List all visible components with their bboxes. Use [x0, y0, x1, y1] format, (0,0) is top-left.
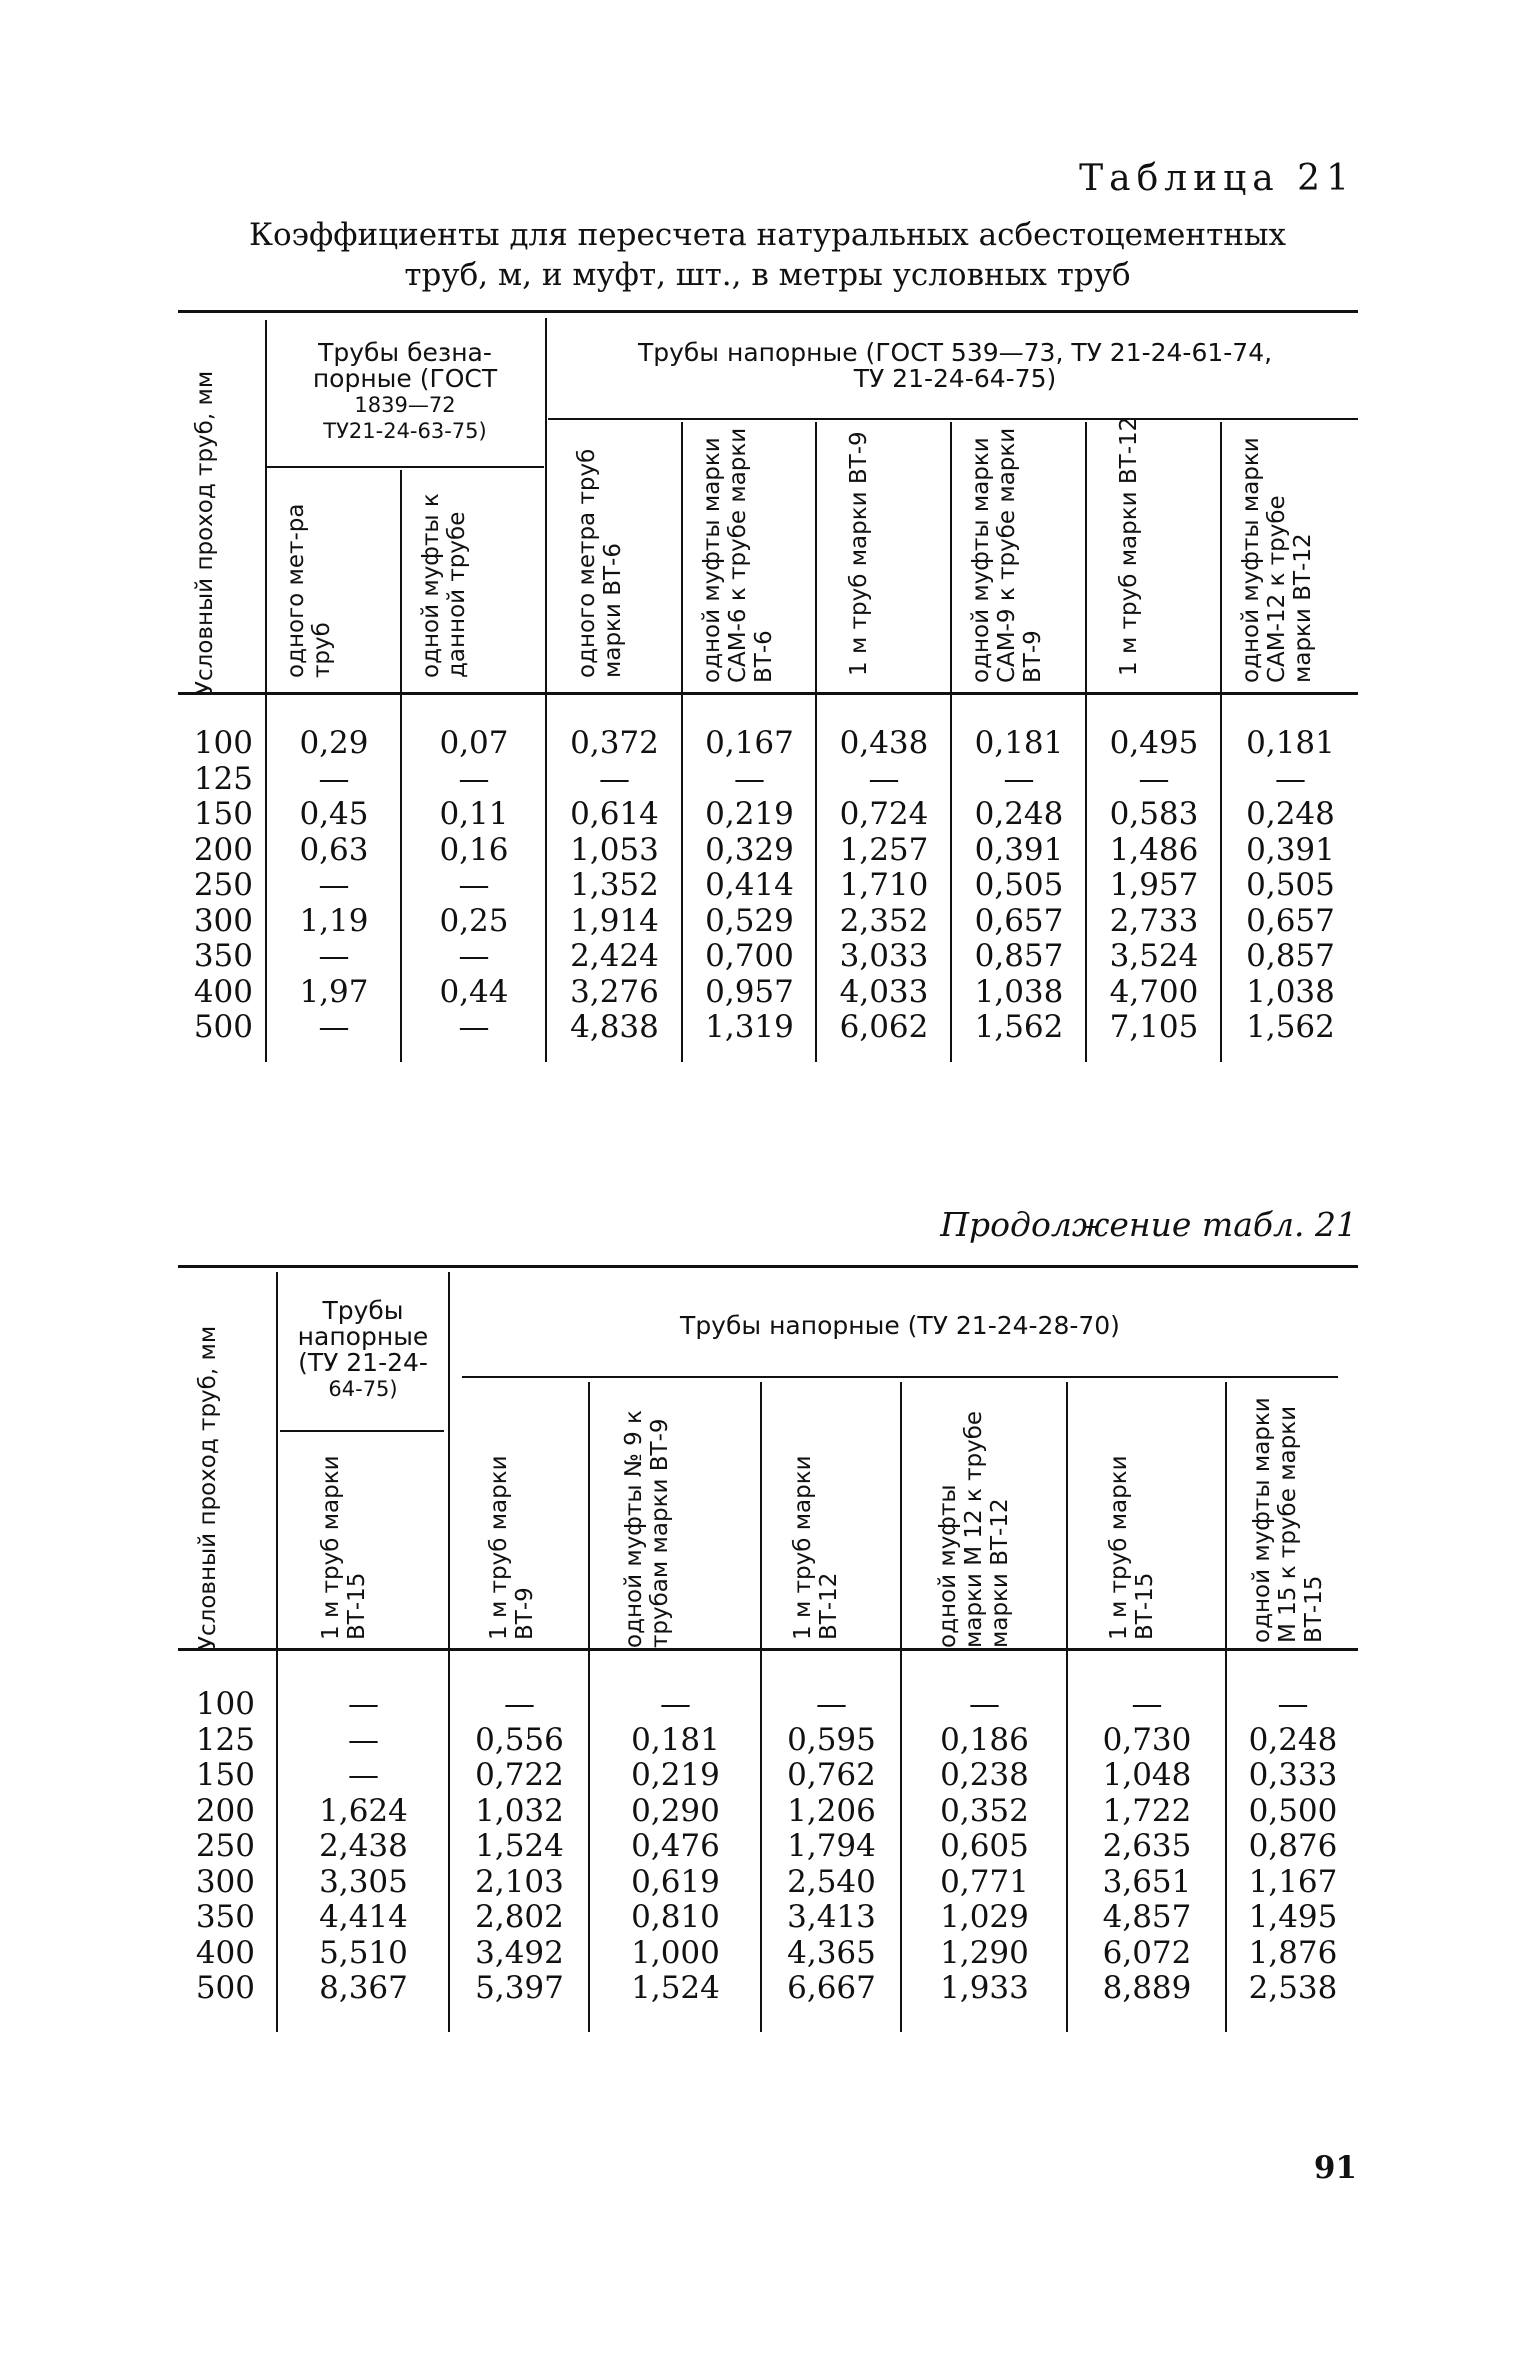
table-cell: — — [318, 760, 350, 797]
table-cell: 8,889 — [1102, 1970, 1192, 2006]
table1-header-rule — [178, 692, 1358, 695]
table-cell: 0,391 — [1246, 831, 1335, 868]
table1-top-rule — [178, 310, 1358, 313]
table-cell: — — [1275, 760, 1306, 797]
table-cell: 3,413 — [787, 1899, 876, 1935]
table1-column-7 — [1088, 726, 1220, 1046]
header-line: Трубы — [322, 1296, 404, 1325]
table-cell: 1,524 — [631, 1970, 720, 2006]
header-line: (ТУ 21-24- — [298, 1348, 428, 1377]
table-cell: 1,624 — [319, 1792, 408, 1829]
table1-vrule — [681, 422, 683, 1062]
table-cell: 3,276 — [570, 973, 659, 1010]
table2-top-rule — [178, 1265, 1358, 1268]
table-cell: — — [458, 760, 490, 797]
table-cell: 500 — [195, 1970, 255, 2006]
table-caption — [160, 215, 1375, 295]
table1-subheader-6: одной муфты марки САМ-9 к трубе марки ВТ-9 — [968, 427, 1046, 683]
table-cell: 0,619 — [631, 1863, 720, 1900]
table-cell: 0,476 — [631, 1828, 720, 1864]
table2-column-6 — [1069, 1687, 1225, 2007]
table1-group2-header — [560, 340, 1350, 392]
table-cell: 1,029 — [940, 1899, 1029, 1935]
header-line: 1839—72 — [354, 393, 456, 417]
table-cell: 0,44 — [439, 973, 509, 1010]
table2-header-rule — [178, 1648, 1358, 1651]
table-cell: 5,397 — [475, 1970, 564, 2006]
table1-vrule — [1085, 422, 1087, 1062]
table-cell: 125 — [195, 1721, 255, 1758]
table-cell: 0,238 — [940, 1757, 1029, 1793]
table2-subheader-1: 1 м труб марки ВТ-15 — [318, 1455, 370, 1640]
table-cell: 1,794 — [787, 1828, 876, 1864]
table-cell: 1,038 — [1246, 973, 1335, 1010]
table-cell: — — [458, 938, 490, 974]
table-cell: 0,329 — [705, 831, 794, 868]
table1-vrule — [950, 422, 952, 1062]
table-cell: — — [348, 1686, 379, 1722]
table-cell: 300 — [195, 1863, 255, 1900]
header-line: Трубы безна- — [318, 338, 492, 367]
table-cell: — — [348, 1757, 379, 1793]
table2-vrule — [588, 1382, 590, 2032]
table-cell: 0,186 — [940, 1721, 1029, 1758]
table-cell: 1,352 — [570, 867, 659, 903]
table-cell: 3,305 — [319, 1863, 408, 1900]
table2-vrule — [760, 1382, 762, 2032]
table2-column-4 — [763, 1687, 900, 2007]
table-cell: — — [660, 1686, 691, 1722]
table-cell: 1,319 — [705, 1009, 794, 1045]
table-cell: 200 — [193, 831, 253, 868]
table-cell: 0,219 — [705, 796, 794, 832]
table-cell: 1,710 — [839, 867, 929, 903]
table-cell: 0,500 — [1248, 1792, 1338, 1829]
table2-vrule — [276, 1272, 278, 2032]
table-cell: 300 — [193, 902, 253, 939]
table-cell: 0,219 — [631, 1757, 720, 1793]
table-cell: 0,29 — [299, 725, 369, 761]
table1-vrule — [400, 470, 402, 1062]
table-cell: 1,032 — [475, 1792, 564, 1829]
table-cell: 1,257 — [839, 831, 929, 868]
table-cell: 1,562 — [1246, 1009, 1335, 1045]
table1-vrule — [545, 318, 547, 1062]
table-cell: 5,510 — [319, 1934, 408, 1971]
table1-column-8 — [1223, 726, 1358, 1046]
table2-vrule — [1225, 1382, 1227, 2032]
table-cell: 3,524 — [1109, 938, 1199, 974]
table1-diameter-column — [185, 726, 253, 1046]
table2-subheader-4: 1 м труб марки ВТ-12 — [790, 1455, 842, 1640]
table-cell: 0,63 — [299, 831, 369, 868]
table-cell: 0,438 — [839, 725, 929, 761]
table-cell: 1,914 — [570, 902, 659, 939]
table-cell: 0,762 — [787, 1757, 876, 1793]
table-cell: 0,605 — [940, 1828, 1029, 1864]
table-cell: 2,540 — [787, 1863, 876, 1900]
table2-vrule — [1066, 1382, 1068, 2032]
table-cell: 0,181 — [1246, 725, 1335, 761]
page-number: 91 — [1313, 2150, 1357, 2186]
table2-group1-rule — [280, 1430, 444, 1432]
table2-column-2 — [451, 1687, 588, 2007]
table-cell: 1,290 — [940, 1934, 1029, 1971]
table1-column-3 — [548, 726, 681, 1046]
table2-subheader-3: одной муфты № 9 к трубам марки ВТ-9 — [621, 1410, 673, 1648]
table-cell: 0,45 — [299, 796, 369, 832]
table2-diameter-header: Условный проход труб, мм — [195, 1325, 221, 1650]
table-cell: — — [1138, 760, 1170, 797]
table-cell: 0,333 — [1248, 1757, 1338, 1793]
table-cell: 0,181 — [974, 725, 1064, 761]
table1-column-1 — [268, 726, 400, 1046]
table1-subheader-8: одной муфты марки САМ-12 к трубе марки ВТ-12 — [1238, 437, 1316, 683]
table-cell: 0,771 — [940, 1863, 1029, 1900]
table-cell: 7,105 — [1109, 1009, 1199, 1045]
table-cell: 100 — [193, 725, 253, 761]
table-cell: 2,538 — [1248, 1970, 1338, 2006]
table-cell: 1,722 — [1102, 1792, 1192, 1829]
table-cell: 0,810 — [631, 1899, 720, 1935]
header-line: напорные — [297, 1322, 429, 1351]
table-cell: 6,062 — [839, 1009, 929, 1045]
table-cell: 0,700 — [705, 938, 794, 974]
table-cell: 0,352 — [940, 1792, 1029, 1829]
table-cell: 250 — [193, 867, 253, 903]
table-cell: 0,556 — [475, 1721, 564, 1758]
table1-column-5 — [818, 726, 950, 1046]
table-cell: 1,495 — [1248, 1899, 1338, 1935]
table-cell: 8,367 — [319, 1970, 408, 2006]
table-cell: 0,595 — [787, 1721, 876, 1758]
table1-vrule — [815, 422, 817, 1062]
table-cell: — — [458, 867, 490, 903]
table-cell: 350 — [193, 938, 253, 974]
table-cell: 4,857 — [1102, 1899, 1192, 1935]
table2-group1-header — [282, 1298, 444, 1402]
table-cell: — — [734, 760, 765, 797]
table-cell: — — [458, 1009, 490, 1045]
table-cell: — — [816, 1686, 847, 1722]
table2-column-7 — [1228, 1687, 1358, 2007]
table-cell: 3,492 — [475, 1934, 564, 1971]
table1-subheader-2: одной муфты к данной трубе — [418, 493, 470, 678]
table-cell: 500 — [193, 1009, 253, 1045]
table-cell: 0,25 — [439, 902, 509, 939]
table-cell: 3,651 — [1102, 1863, 1192, 1900]
table-cell: 0,372 — [570, 725, 659, 761]
table-cell: 1,167 — [1248, 1863, 1338, 1900]
table2-subheader-7: одной муфты марки М 15 к трубе марки ВТ-15 — [1249, 1397, 1327, 1643]
table-cell: — — [969, 1686, 1000, 1722]
table-cell: — — [318, 1009, 350, 1045]
caption-line-2: труб, м, и муфт, шт., в метры условных труб — [404, 257, 1131, 293]
table-cell: — — [1003, 760, 1035, 797]
table1-column-6 — [953, 726, 1085, 1046]
table-cell: 0,857 — [974, 938, 1064, 974]
table-cell: 4,365 — [787, 1934, 876, 1971]
table2-column-3 — [591, 1687, 760, 2007]
table2-vrule — [448, 1272, 450, 2032]
table-cell: 2,424 — [570, 938, 659, 974]
table-cell: — — [868, 760, 900, 797]
table-cell: 0,529 — [705, 902, 794, 939]
table1-diameter-header: Условный проход труб, мм — [192, 370, 218, 695]
table-cell: 1,19 — [299, 902, 369, 939]
table-cell: 3,033 — [839, 938, 929, 974]
table-cell: 0,657 — [1246, 902, 1335, 939]
table1-subheader-4: одной муфты марки САМ-6 к трубе марки ВТ-6 — [699, 427, 777, 683]
caption-line-1: Коэффициенты для пересчета натуральных асбестоцементных — [248, 217, 1287, 253]
table-cell: 0,957 — [705, 973, 794, 1010]
table-cell: 0,07 — [439, 725, 509, 761]
header-line: ТУ 21-24-64-75) — [853, 364, 1057, 393]
table-cell: 0,495 — [1109, 725, 1199, 761]
table-cell: 1,524 — [475, 1828, 564, 1864]
table-cell: 2,733 — [1109, 902, 1199, 939]
table-cell: 0,181 — [631, 1721, 720, 1758]
table-cell: 0,11 — [439, 796, 509, 832]
table-cell: 4,033 — [839, 973, 929, 1010]
table-cell: 400 — [195, 1934, 255, 1971]
table-cell: 1,206 — [787, 1792, 876, 1829]
table-cell: 2,352 — [839, 902, 929, 939]
table-cell: 0,614 — [570, 796, 659, 832]
table2-subheader-5: одной муфты марки М 12 к трубе марки ВТ-12 — [935, 1410, 1013, 1648]
table-cell: 1,038 — [974, 973, 1064, 1010]
table-cell: 125 — [193, 760, 253, 797]
table-cell: 1,486 — [1109, 831, 1199, 868]
table-cell: 6,667 — [787, 1970, 876, 2006]
table1-subheader-5: 1 м труб марки ВТ-9 — [846, 431, 872, 676]
table-cell: 0,414 — [705, 867, 794, 903]
table1-column-4 — [684, 726, 815, 1046]
table1-group1-header — [280, 340, 530, 444]
table-cell: 4,414 — [319, 1899, 408, 1935]
table-cell: 0,583 — [1109, 796, 1199, 832]
table-cell: 0,724 — [839, 796, 929, 832]
table-cell: 0,248 — [1248, 1721, 1338, 1758]
table-cell: 6,072 — [1102, 1934, 1192, 1971]
table-cell: 2,802 — [475, 1899, 564, 1935]
table-cell: 350 — [195, 1899, 255, 1935]
table-cell: 1,000 — [631, 1934, 720, 1971]
table2-column-5 — [903, 1687, 1066, 2007]
table2-group-rule — [462, 1376, 1338, 1378]
table2-group2-header: Трубы напорные (ТУ 21-24-28-70) — [680, 1311, 1120, 1340]
header-line: 64-75) — [328, 1377, 398, 1401]
table1-subheader-1: одного мет-ра труб — [283, 503, 335, 678]
table-cell: 0,730 — [1102, 1721, 1192, 1758]
table-cell: 0,505 — [1246, 867, 1335, 903]
table-cell: — — [1131, 1686, 1163, 1722]
table-cell: 0,505 — [974, 867, 1064, 903]
table-cell: 150 — [193, 796, 253, 832]
table1-vrule — [1220, 422, 1222, 1062]
table-cell: — — [318, 867, 350, 903]
table-cell: — — [599, 760, 630, 797]
table-cell: 0,248 — [974, 796, 1064, 832]
table-cell: 1,053 — [570, 831, 659, 868]
table-cell: 4,700 — [1109, 973, 1199, 1010]
table-cell: 0,657 — [974, 902, 1064, 939]
table-cell: — — [1277, 1686, 1309, 1722]
table1-subheader-7: 1 м труб марки ВТ-12 — [1116, 416, 1142, 676]
table-number: Таблица 21 — [1079, 158, 1355, 199]
table-cell: — — [318, 938, 350, 974]
table-cell: 1,933 — [940, 1970, 1029, 2006]
table2-column-1 — [279, 1687, 448, 2007]
table-cell: 250 — [195, 1828, 255, 1864]
header-line: Трубы напорные (ГОСТ 539—73, ТУ 21-24-61-74, — [637, 338, 1273, 367]
table-cell: — — [504, 1686, 535, 1722]
table-cell: 100 — [195, 1686, 255, 1722]
table1-column-2 — [403, 726, 545, 1046]
table1-group-rule — [548, 418, 1358, 420]
table-cell: — — [348, 1721, 379, 1758]
table-cell: 1,957 — [1109, 867, 1199, 903]
table-cell: 0,16 — [439, 831, 509, 868]
table2-diameter-column — [185, 1687, 255, 2007]
table-cell: 0,391 — [974, 831, 1064, 868]
continuation-label: Продолжение табл. 21 — [940, 1205, 1357, 1244]
table-cell: 200 — [195, 1792, 255, 1829]
table-cell: 0,876 — [1248, 1828, 1338, 1864]
table-cell: 150 — [195, 1757, 255, 1793]
table-cell: 1,562 — [974, 1009, 1064, 1045]
table-cell: 2,635 — [1102, 1828, 1192, 1864]
table2-subheader-2: 1 м труб марки ВТ-9 — [486, 1455, 538, 1640]
table-cell: 0,167 — [705, 725, 794, 761]
table-cell: 0,857 — [1246, 938, 1335, 974]
table-cell: 1,97 — [299, 973, 369, 1010]
table-cell: 1,876 — [1248, 1934, 1338, 1971]
table1-subheader-3: одного метра труб марки ВТ-6 — [574, 448, 626, 678]
table-cell: 400 — [193, 973, 253, 1010]
table-cell: 0,248 — [1246, 796, 1335, 832]
table-cell: 0,722 — [475, 1757, 564, 1793]
table-cell: 4,838 — [570, 1009, 659, 1045]
table-cell: 0,290 — [631, 1792, 720, 1829]
header-line: порные (ГОСТ — [312, 364, 498, 393]
table-cell: 2,103 — [475, 1863, 564, 1900]
table2-vrule — [900, 1382, 902, 2032]
table2-subheader-6: 1 м труб марки ВТ-15 — [1106, 1455, 1158, 1640]
table-cell: 1,048 — [1102, 1757, 1192, 1793]
header-line: ТУ21-24-63-75) — [323, 419, 487, 443]
table-cell: 2,438 — [319, 1828, 408, 1864]
